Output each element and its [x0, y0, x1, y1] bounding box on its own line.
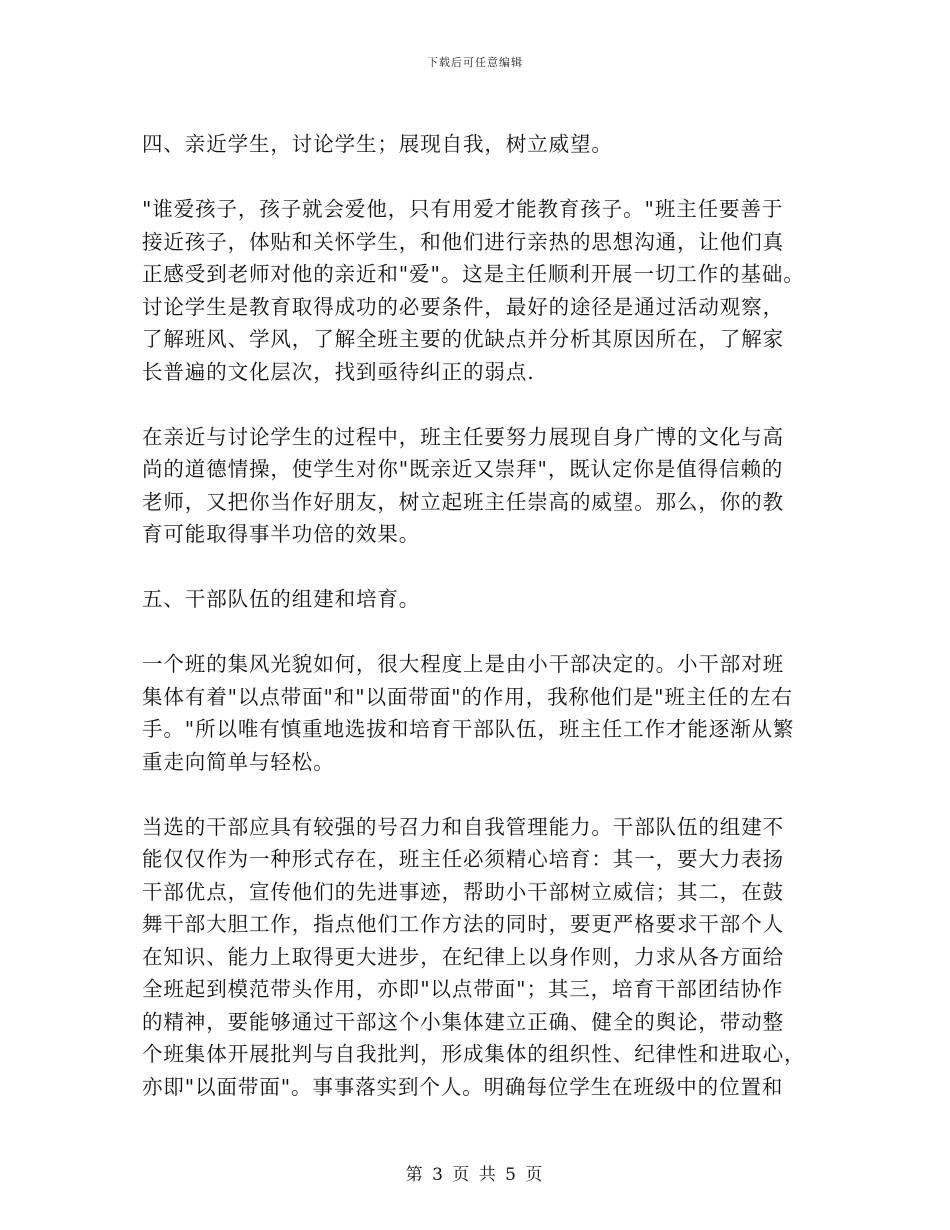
text-line: "谁爱孩子，孩子就会爱他，只有用爱才能教育孩子。"班主任要善于 [142, 197, 784, 221]
text-line: 手。"所以唯有慎重地选拔和培育干部队伍，班主任工作才能逐渐从繁 [142, 717, 795, 741]
text-line: 集体有着"以点带面"和"以面带面"的作用，我称他们是"班主任的左右 [142, 684, 793, 709]
text-line: 能仅仅作为一种形式存在，班主任必须精心培育：其一，要大力表扬 [142, 847, 784, 871]
text-line: 在知识、能力上取得更大进步，在纪律上以身作则，力求从各方面给 [142, 944, 784, 969]
section-heading-5: 五、干部队伍的组建和培育。 [142, 587, 421, 611]
text-line: 一个班的集风光貌如何，很大程度上是由小干部决定的。小干部对班 [142, 652, 784, 676]
text-line: 老师，又把你当作好朋友，树立起班主任崇高的威望。那么，你的教 [142, 489, 784, 514]
paragraph [142, 648, 817, 778]
paragraph [142, 421, 817, 551]
text-line: 长普遍的文化层次，找到亟待纠正的弱点. [142, 359, 535, 384]
text-line: 育可能取得事半功倍的效果。 [142, 522, 421, 546]
text-line: 接近孩子，体贴和关怀学生，和他们进行亲热的思想沟通，让他们真 [142, 229, 784, 254]
text-line: 个班集体开展批判与自我批判，形成集体的组织性、纪律性和进取心， [142, 1042, 806, 1066]
text-line: 在亲近与讨论学生的过程中，班主任要努力展现自身广博的文化与高 [142, 424, 784, 449]
document-body [142, 128, 817, 1103]
page-header: 下载后可任意编辑 [427, 56, 523, 69]
text-line: 正感受到老师对他的亲近和"爱"。这是主任顺利开展一切工作的基础。 [142, 262, 805, 286]
text-line: 全班起到模范带头作用，亦即"以点带面"；其三，培育干部团结协作 [142, 977, 784, 1001]
text-line: 尚的道德情操，使学生对你"既亲近又崇拜"，既认定你是值得信赖的 [142, 457, 784, 481]
text-line: 亦即"以面带面"。事事落实到个人。明确每位学生在班级中的位置和 [142, 1074, 784, 1099]
text-line: 了解班风、学风，了解全班主要的优缺点并分析其原因所在，了解家 [142, 327, 784, 351]
section-heading-4: 四、亲近学生，讨论学生；展现自我，树立威望。 [142, 132, 613, 156]
text-line: 的精神，要能够通过干部这个小集体建立正确、健全的舆论，带动整 [142, 1009, 784, 1034]
page-number-footer: 第 3 页 共 5 页 [405, 1165, 545, 1185]
text-line: 重走向简单与轻松。 [142, 749, 335, 774]
paragraph [142, 811, 817, 1104]
text-line: 干部优点，宣传他们的先进事迹，帮助小干部树立威信；其二，在鼓 [142, 879, 784, 904]
text-line: 当选的干部应具有较强的号召力和自我管理能力。干部队伍的组建不 [142, 814, 784, 839]
text-line: 舞干部大胆工作，指点他们工作方法的同时，要更严格要求干部个人 [142, 912, 784, 936]
paragraph [142, 193, 817, 388]
text-line: 讨论学生是教育取得成功的必要条件，最好的途径是通过活动观察， [142, 294, 784, 319]
